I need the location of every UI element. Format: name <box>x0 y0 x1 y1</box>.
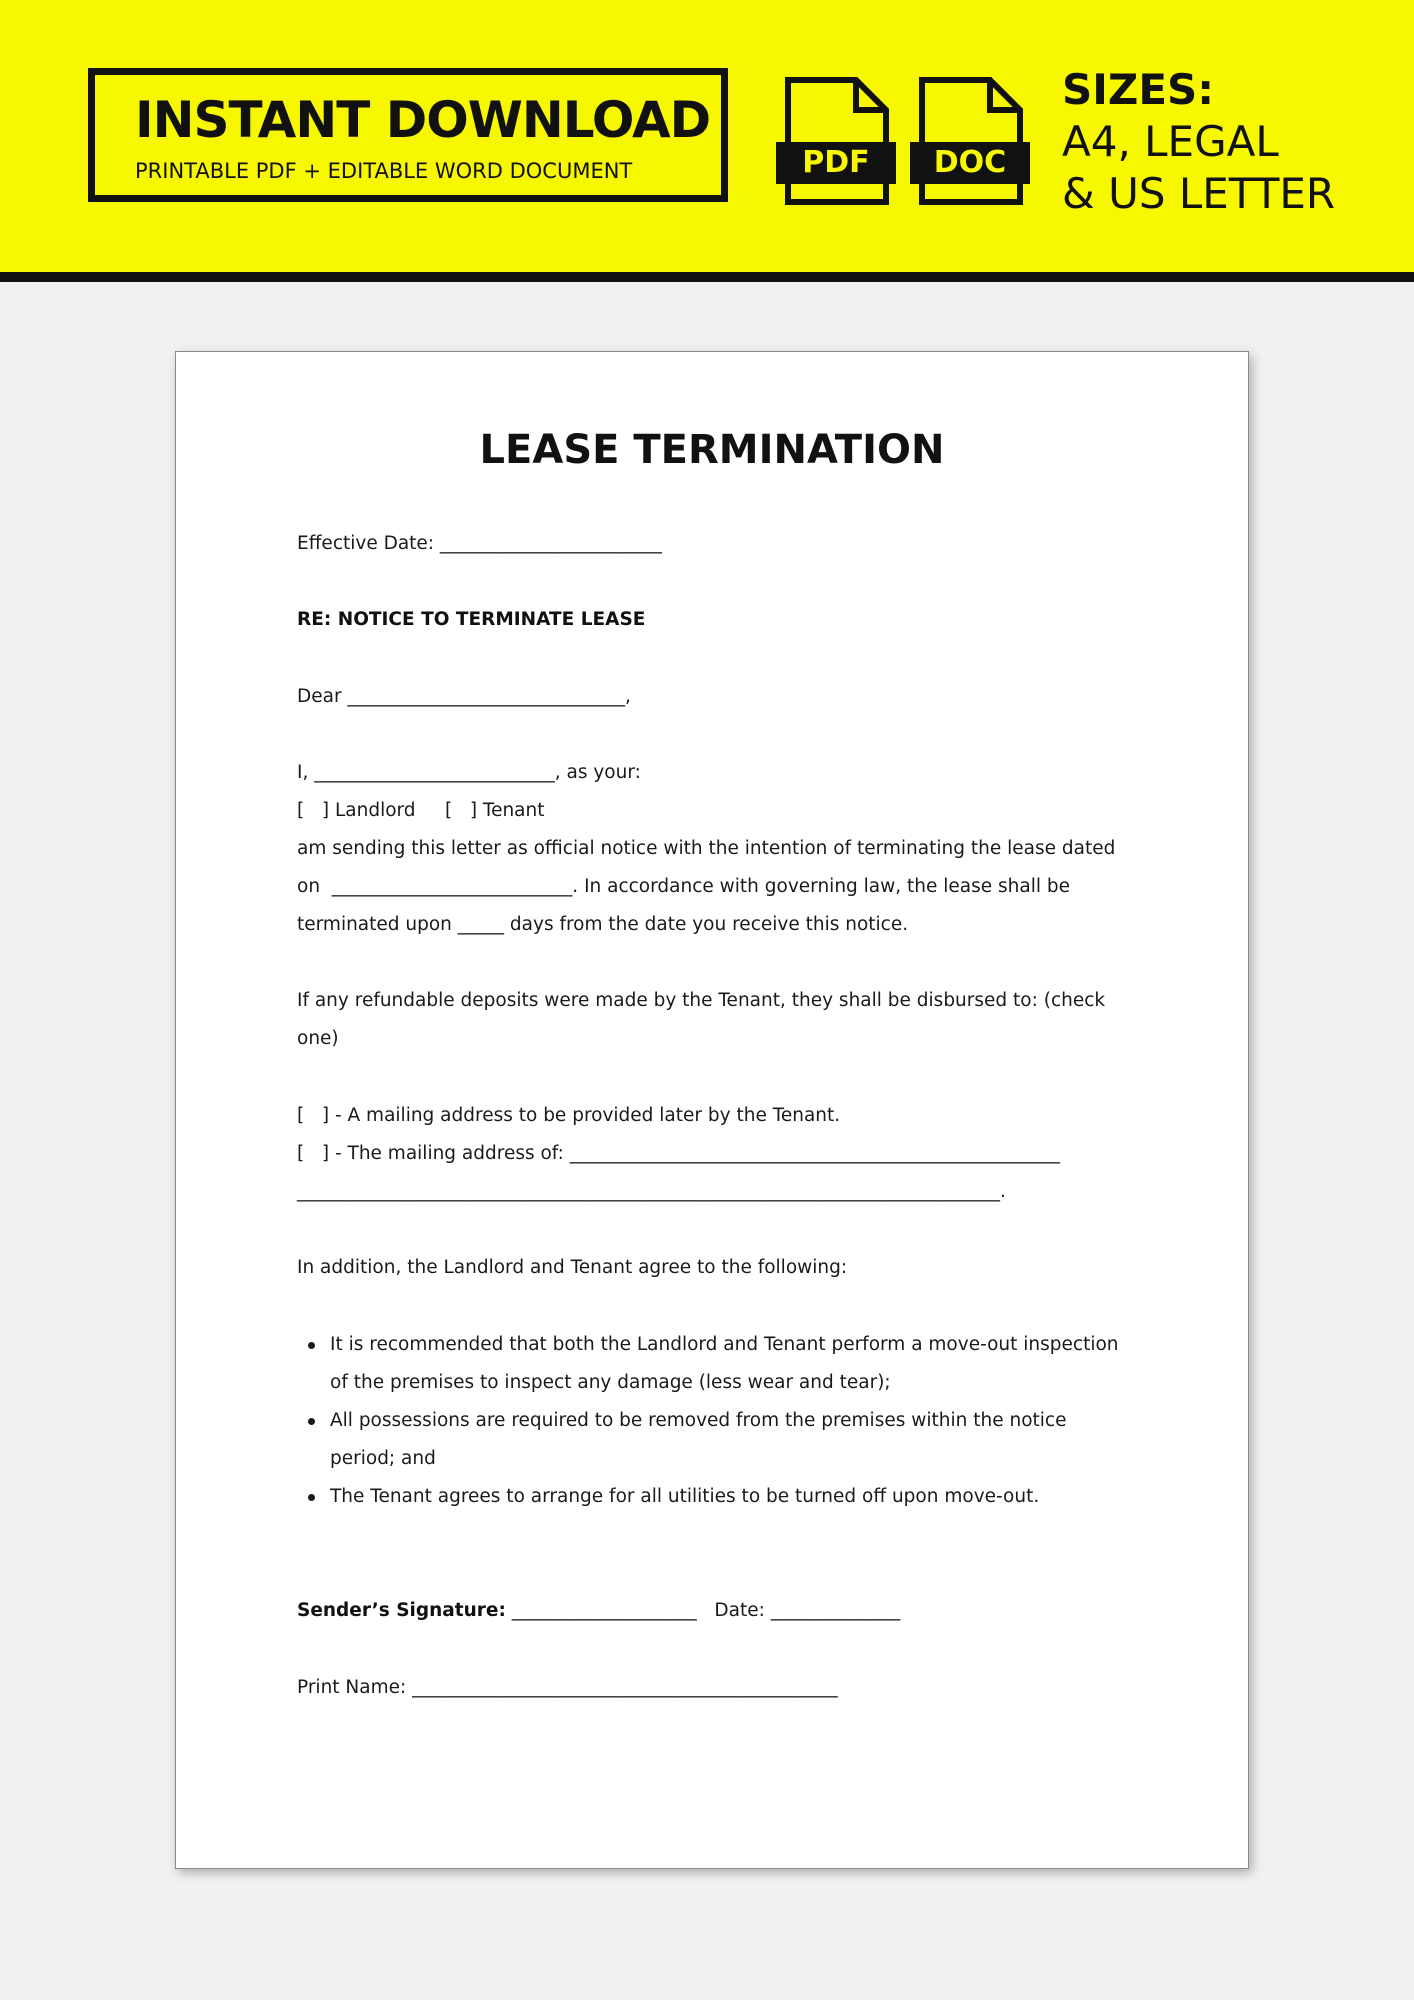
sizes-info <box>1062 64 1335 220</box>
bullet-1-line-2: of the premises to inspect any damage (less wear and tear); <box>330 1372 891 1393</box>
deposit-option-1: [ ] - A mailing address to be provided later by the Tenant. <box>297 1105 841 1126</box>
bullet-1-line-1: It is recommended that both the Landlord and Tenant perform a move-out inspection <box>330 1334 1119 1355</box>
sizes-line-2: & US LETTER <box>1062 169 1336 218</box>
doc-file-icon <box>910 76 1030 206</box>
bullet-icon <box>308 1494 315 1501</box>
document-page <box>175 351 1249 1869</box>
signature-line <box>297 1599 900 1623</box>
sender-line: I, __________________________, as your: <box>297 762 641 783</box>
salutation-line: Dear ______________________________, <box>297 686 631 707</box>
notice-paragraph-line-1: am sending this letter as official notice with the intention of terminating the lease dated <box>297 838 1116 859</box>
notice-paragraph-line-3: terminated upon _____ days from the date you receive this notice. <box>297 914 909 935</box>
notice-paragraph-line-2: on __________________________. In accordance with governing law, the lease shall be <box>297 876 1071 897</box>
addition-line: In addition, the Landlord and Tenant agree to the following: <box>297 1257 848 1278</box>
sizes-heading: SIZES: <box>1062 65 1215 114</box>
role-checkboxes: [ ] Landlord [ ] Tenant <box>297 800 545 821</box>
banner-title: INSTANT DOWNLOAD <box>135 91 711 149</box>
bullet-icon <box>308 1418 315 1425</box>
deposit-option-2-continued: ____________________________________________________________________________. <box>297 1181 1006 1202</box>
instant-download-box <box>88 68 728 202</box>
re-line: RE: NOTICE TO TERMINATE LEASE <box>297 609 646 630</box>
bullet-3: The Tenant agrees to arrange for all utilities to be turned off upon move-out. <box>330 1486 1040 1507</box>
effective-date-line: Effective Date: ________________________ <box>297 533 662 554</box>
pdf-label: PDF <box>776 142 896 184</box>
pdf-file-icon <box>776 76 896 206</box>
banner-subtitle: PRINTABLE PDF + EDITABLE WORD DOCUMENT <box>135 159 633 183</box>
bullet-icon <box>308 1342 315 1349</box>
sizes-line-1: A4, LEGAL <box>1062 117 1279 166</box>
deposit-option-2: [ ] - The mailing address of: _____________________________________________________ <box>297 1143 1061 1164</box>
print-name-line: Print Name: ______________________________________________ <box>297 1677 838 1698</box>
bullet-2-line-2: period; and <box>330 1448 436 1469</box>
bullet-2-line-1: All possessions are required to be removed from the premises within the notice <box>330 1410 1067 1431</box>
signature-label: Sender’s Signature: <box>297 1600 506 1621</box>
deposit-line-2: one) <box>297 1028 339 1049</box>
promo-banner <box>0 0 1414 282</box>
deposit-line-1: If any refundable deposits were made by the Tenant, they shall be disbursed to: (check <box>297 990 1106 1011</box>
signature-fields: ____________________ Date: ______________ <box>505 1600 901 1621</box>
doc-label: DOC <box>910 142 1030 184</box>
page-title: LEASE TERMINATION <box>479 427 945 473</box>
